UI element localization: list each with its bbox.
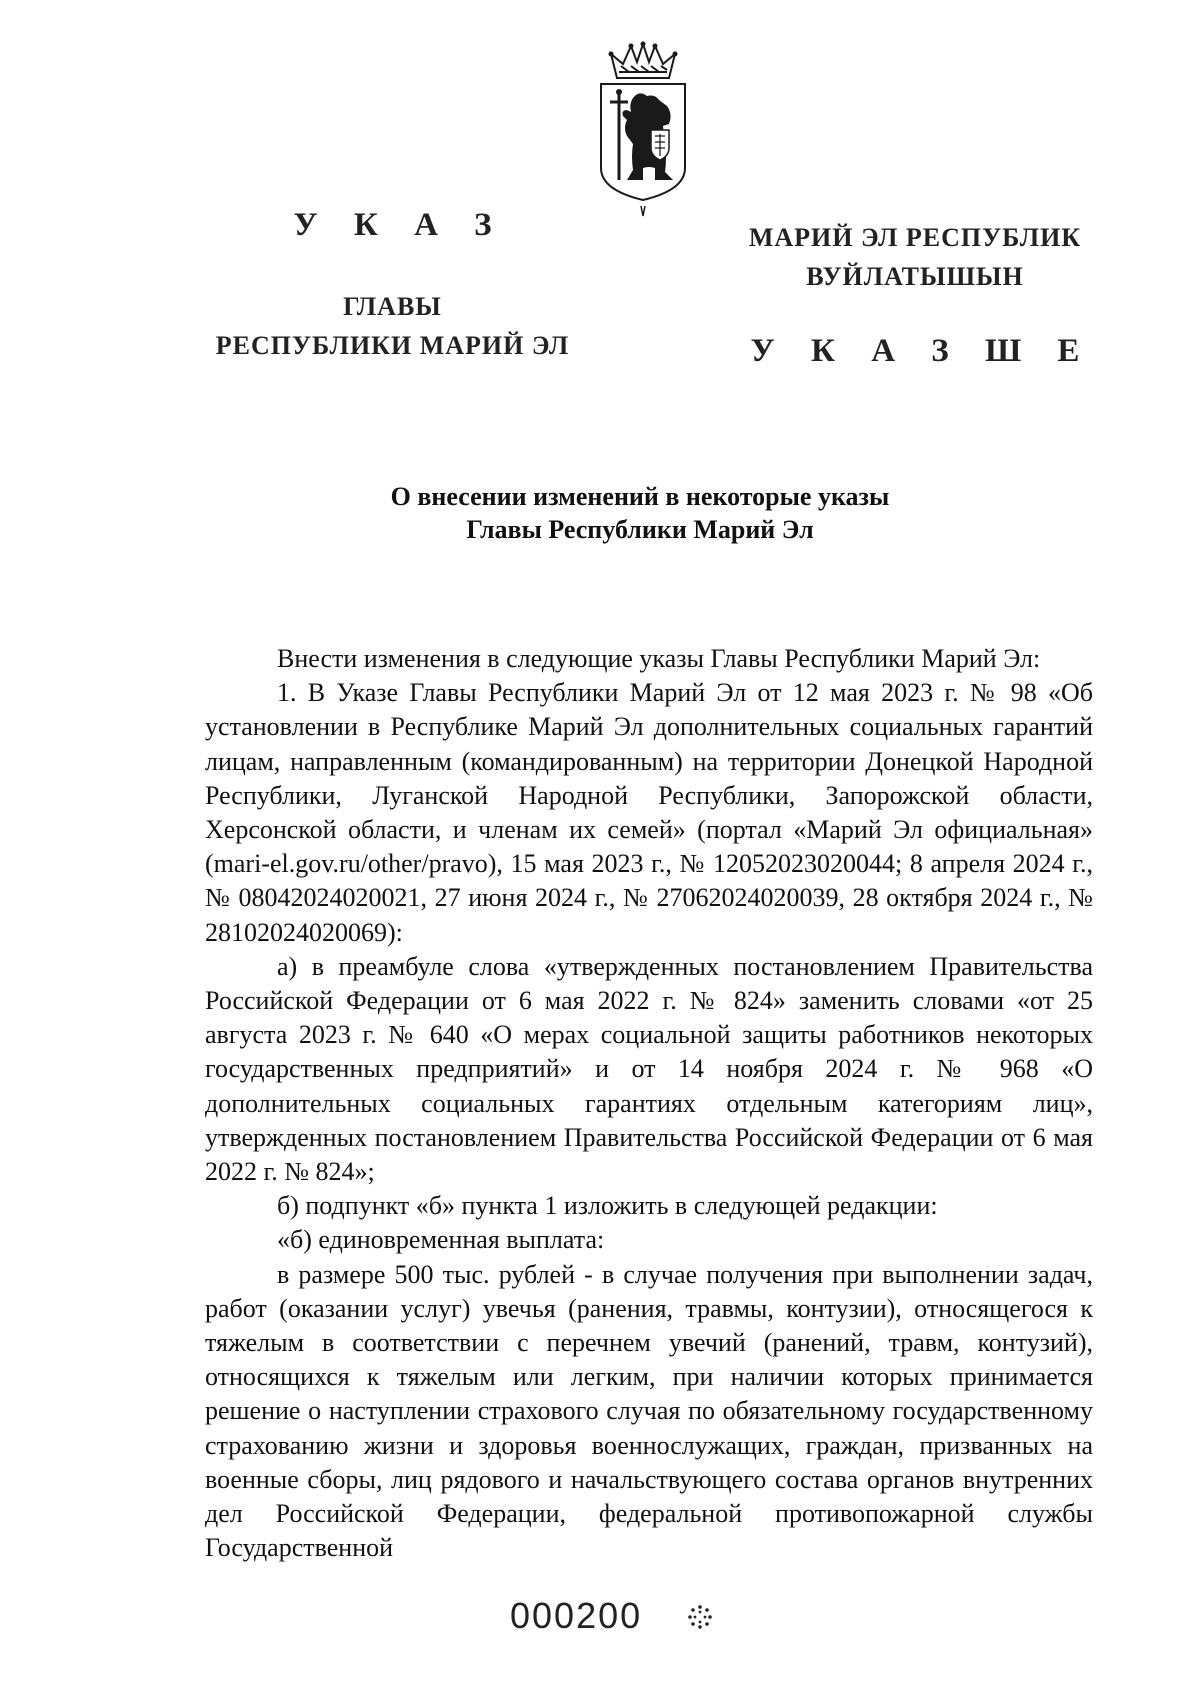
page-number: 000200 [510, 1595, 643, 1636]
body-paragraph: 1. В Указе Главы Республики Марий Эл от 12 мая 2023 г. № 98 «Об установлении в Республике Марий Эл дополнительных социальных гарантий лицам, направленным (командированным) на территории Донецкой Народной Республики, Луганской Народной Республики, Запорожской области, Херсонской области, и членам их семей» (портал «Марий Эл официальная» (mari-el.gov.ru/other/pravo), 15 мая 2023 г., № 12052023020044; 8 апреля 2024 г., № 08042024020021, 27 июня 2024 г., № 27062024020039, 28 октября 2024 г., № 28102024020069): [205, 678, 1093, 947]
asterisk-mark-icon [687, 1604, 713, 1630]
decree-title-mari: У К А З Ш Е [750, 333, 1094, 369]
decree-mari-line-1: МАРИЙ ЭЛ РЕСПУБЛИК [748, 223, 1082, 252]
body-paragraph: Внести изменения в следующие указы Главы Республики Марий Эл: [277, 644, 1041, 673]
decree-subtitle-line-2: РЕСПУБЛИКИ МАРИЙ ЭЛ [215, 331, 570, 360]
decree-title-ru: У К А З [293, 207, 506, 243]
body-paragraph: а) в преамбуле слова «утвержденных постановлением Правительства Российской Федерации от 6 мая 2022 г. № 824» заменить словами «от 25 августа 2023 г. № 640 «О мерах социальной защиты работников некоторых государственных предприятий» и от 14 ноября 2024 г. № 968 «О дополнительных социальных гарантиях отдельным категориям лиц», утвержденных постановлением Правительства Российской Федерации от 6 мая 2022 г. № 824»; [205, 951, 1093, 1187]
body-paragraph: б) подпункт «б» пункта 1 изложить в следующей редакции: [277, 1191, 938, 1221]
decree-header-russian [180, 205, 605, 365]
decree-header-mari [700, 218, 1130, 371]
document-title [180, 480, 1100, 546]
document-title-line-2: Главы Республики Марий Эл [466, 515, 814, 544]
decree-mari-line-2: ВУЙЛАТЫШЫН [806, 262, 1024, 291]
document-body [205, 642, 1093, 1565]
decree-subtitle-line-1: ГЛАВЫ [343, 292, 442, 321]
document-title-line-1: О внесении изменений в некоторые указы [390, 482, 890, 511]
body-paragraph: «б) единовременная выплата: [277, 1225, 605, 1255]
coat-of-arms-icon [593, 40, 693, 220]
body-paragraph: в размере 500 тыс. рублей - в случае получения при выполнении задач, работ (оказании услуг) увечья (ранения, травмы, контузии), относящегося к тяжелым в соответствии с перечнем увечий (ранений, травм, контузий), относящихся к тяжелым или легким, при наличии которых принимается решение о наступлении страхового случая по обязательному государственному страхованию жизни и здоровья военнослужащих, граждан, призванных на военные сборы, лиц рядового и начальствующего состава органов внутренних дел Российской Федерации, федеральной противопожарной службы Государственной [205, 1259, 1093, 1563]
